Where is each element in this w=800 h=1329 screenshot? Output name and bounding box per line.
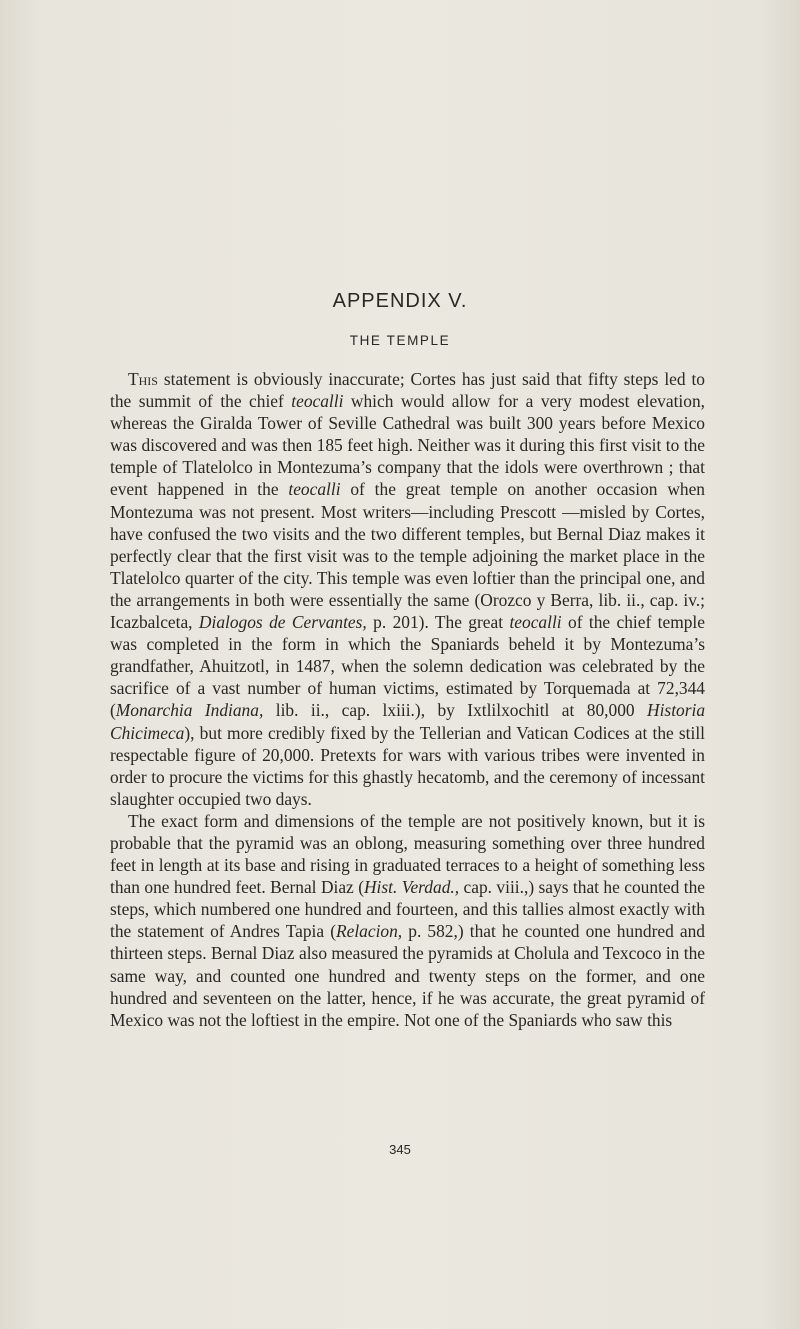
italic-run: Dialogos de Cervantes,	[198, 612, 367, 633]
italic-run: teocalli	[288, 479, 341, 500]
header-block	[0, 290, 800, 348]
text-run: ), but more credibly fixed by the Tellerian and Vatican Codices at the still respectable figure of 20,000. Pretexts for wars with various tribes were invented in order to procure the victims for this ghastly hecatomb, and the ceremony of incessant slaughter occupied two days.	[110, 722, 705, 809]
page-number: 345	[389, 1142, 411, 1157]
text-run: of the chief temple was completed in the form in which the Spaniards beheld it by Montezuma’s grandfather, Ahuitzotl, in 1487, when the solemn dedication was celebrated by the sacrifice of a vast number of human victims, estimated by Torquemada at 72,344 (	[110, 612, 705, 721]
italic-run: Relacion,	[336, 921, 403, 942]
italic-run: Historia Chicimeca	[110, 700, 706, 743]
text-run: which would allow for a very modest elevation, whereas the Giralda Tower of Seville Cathedral was built 300 years before Mexico was discovered and was then 185 feet high. Neither was it during this first visit to the temple of Tlatelolco in Montezuma’s company that the idols were overthrown ; that event happened in the	[110, 391, 705, 500]
paragraph-1	[110, 368, 705, 810]
body-text	[110, 368, 705, 1031]
italic-run: teocalli	[509, 612, 562, 633]
text-run: of the great temple on another occasion when Montezuma was not present. Most writers—including Prescott —misled by Cortes, have confused the two visits and the two different temples, but Bernal Diaz makes it perfectly clear that the first visit was to the temple adjoining the market place in the Tlatelolco quarter of the city. This temple was even loftier than the principal one, and the arrangements in both were essentially the same (Orozco y Berra, lib. ii., cap. iv.; Icazbalceta,	[110, 479, 705, 633]
text-run: p. 582,) that he counted one hundred and thirteen steps. Bernal Diaz also measured the pyramids at Cholula and Texcoco in the same way, and counted one hundred and twenty steps on the former, and one hundred and seventeen on the latter, hence, if he was accurate, the great pyramid of Mexico was not the loftiest in the empire. Not one of the Spaniards who saw this	[110, 921, 705, 1030]
lead-word: This	[128, 369, 158, 389]
paragraph-2	[110, 810, 705, 1031]
text-run: p. 201). The great	[366, 612, 510, 633]
appendix-title: APPENDIX V.	[332, 290, 468, 312]
section-title: THE TEMPLE	[349, 333, 451, 348]
text-run: lib. ii., cap. lxiii.), by Ixtlilxochitl at 80,000	[263, 700, 648, 721]
italic-run: Hist. Verdad.,	[364, 877, 460, 898]
italic-run: teocalli	[291, 391, 344, 412]
text-run: cap. viii.,) says that he counted the steps, which numbered one hundred and fourteen, and this tallies almost exactly with the statement of Andres Tapia (	[110, 877, 705, 942]
text-run: statement is obviously inaccurate; Cortes has just said that fifty steps led to the summit of the chief	[110, 369, 705, 412]
italic-run: Monarchia Indiana,	[115, 700, 264, 721]
text-run: The exact form and dimensions of the temple are not positively known, but it is probable that the pyramid was an oblong, measuring something over three hundred feet in length at its base and rising in graduated terraces to a height of something less than one hundred feet. Bernal Diaz (	[110, 810, 705, 898]
